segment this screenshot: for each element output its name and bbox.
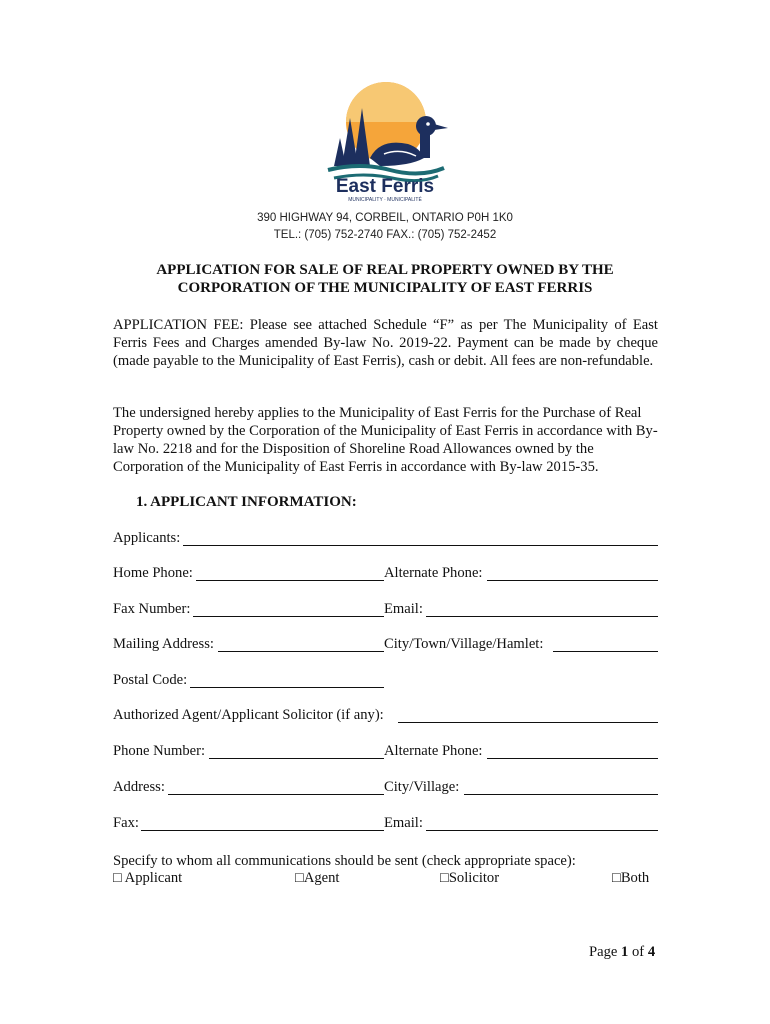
address-row xyxy=(113,779,658,799)
mailing-address-row xyxy=(113,636,658,656)
form-title-line2: CORPORATION OF THE MUNICIPALITY OF EAST FERRIS xyxy=(177,280,593,296)
option-solicitor-checkbox[interactable]: □Solicitor xyxy=(440,870,500,886)
agent-label: Authorized Agent/Applicant Solicitor (if any): xyxy=(113,707,384,723)
page-total: 4 xyxy=(647,944,656,960)
postal-code-label: Postal Code: xyxy=(113,672,188,688)
agent-field[interactable] xyxy=(398,722,658,723)
form-title-line1: APPLICATION FOR SALE OF REAL PROPERTY OWNED BY THE xyxy=(156,262,614,278)
address-label: Address: xyxy=(113,779,165,795)
logo-tagline: MUNICIPALITY · MUNICIPALITÉ xyxy=(348,197,422,203)
phone-number-field[interactable] xyxy=(209,758,384,759)
fax-row xyxy=(113,815,658,835)
alternate-phone-label: Alternate Phone: xyxy=(384,565,483,581)
city-village-field[interactable] xyxy=(464,794,658,795)
mailing-address-label: Mailing Address: xyxy=(113,636,214,652)
alternate-phone2-field[interactable] xyxy=(487,758,658,759)
city-village-label: City/Village: xyxy=(384,779,460,795)
page-current: 1 xyxy=(621,944,629,960)
phone-number-row xyxy=(113,743,658,763)
postal-code-field[interactable] xyxy=(190,687,384,688)
email2-field[interactable] xyxy=(426,830,658,831)
option-both-checkbox[interactable]: □Both xyxy=(612,870,650,886)
email-label: Email: xyxy=(384,601,423,617)
option-applicant-checkbox[interactable]: □ Applicant xyxy=(113,870,183,886)
east-ferris-logo xyxy=(320,78,450,203)
alternate-phone2-label: Alternate Phone: xyxy=(384,743,483,759)
city-town-field[interactable] xyxy=(553,651,658,652)
page-of: of xyxy=(631,944,645,960)
fax-number-row xyxy=(113,601,658,621)
mailing-address-field[interactable] xyxy=(218,651,384,652)
email-field[interactable] xyxy=(426,616,658,617)
municipal-address: 390 HIGHWAY 94, CORBEIL, ONTARIO P0H 1K0 xyxy=(257,212,513,224)
alternate-phone-field[interactable] xyxy=(487,580,658,581)
application-fee-paragraph: APPLICATION FEE: Please see attached Schedule “F” as per The Municipality of East Ferris Fees and Charges amended By-law No. 2019-22. Payment can be made by cheque (made payable to the Municipality of East Ferris), cash or debit. All fees are non-refundable. xyxy=(113,317,658,369)
home-phone-field[interactable] xyxy=(196,580,384,581)
postal-code-row xyxy=(113,672,658,692)
home-phone-label: Home Phone: xyxy=(113,565,193,581)
fax-number-label: Fax Number: xyxy=(113,601,191,617)
fax-number-field[interactable] xyxy=(193,616,384,617)
city-town-label: City/Town/Village/Hamlet: xyxy=(384,636,544,652)
option-agent-checkbox[interactable]: □Agent xyxy=(295,870,340,886)
applicants-label: Applicants: xyxy=(113,530,181,546)
home-phone-row xyxy=(113,565,658,585)
municipal-contact: TEL.: (705) 752-2740 FAX.: (705) 752-2452 xyxy=(273,229,497,241)
address-field[interactable] xyxy=(168,794,384,795)
intro-paragraph: The undersigned hereby applies to the Municipality of East Ferris for the Purchase of Real Property owned by the Corporation of the Municipality of East Ferris in accordance with By-law No. 2218 and for the Disposition of Shoreline Road Allowances owned by the Corporation of the Municipality of East Ferris in accordance with By-law 2015-35. xyxy=(113,405,658,475)
email2-label: Email: xyxy=(384,815,423,831)
page-label: Page xyxy=(589,944,618,960)
applicants-row xyxy=(113,530,658,550)
logo-wordmark: East Ferris xyxy=(335,176,435,197)
phone-number-label: Phone Number: xyxy=(113,743,206,759)
communications-prompt: Specify to whom all communications should be sent (check appropriate space): xyxy=(113,853,576,869)
applicants-field[interactable] xyxy=(183,545,658,546)
fax-field[interactable] xyxy=(141,830,384,831)
agent-row xyxy=(113,707,658,727)
section1-heading: 1. APPLICANT INFORMATION: xyxy=(136,494,357,510)
page-number xyxy=(589,944,655,961)
fax-label: Fax: xyxy=(113,815,139,831)
